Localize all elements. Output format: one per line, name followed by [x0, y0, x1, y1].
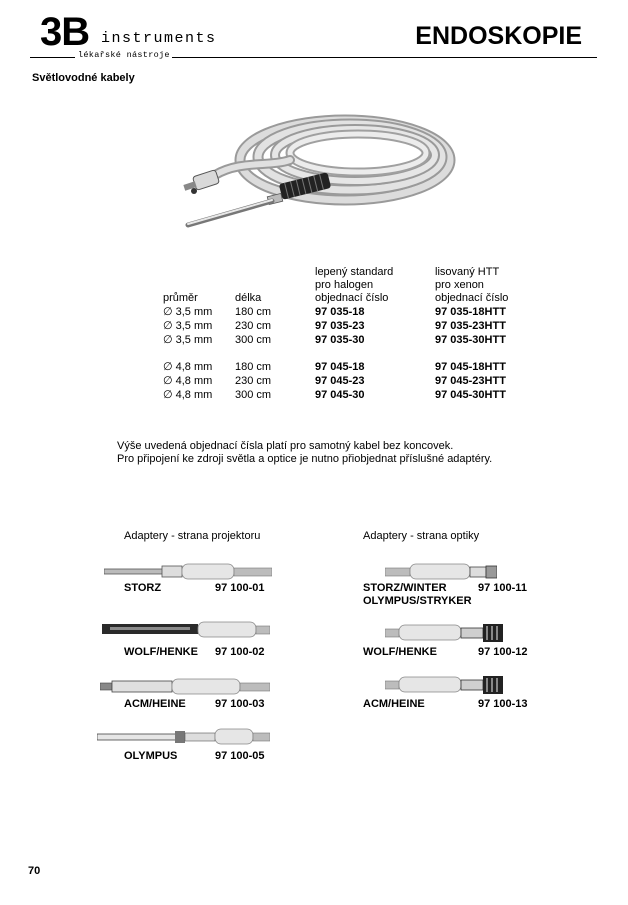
adapter-storz-winter-code: 97 100-11	[478, 582, 527, 594]
row2-htt: 97 035-23HTT	[435, 320, 506, 332]
adapter-wolf-henke-projector-code: 97 100-02	[215, 646, 265, 658]
adapter-olympus-name: OLYMPUS	[124, 750, 178, 762]
row2-length: 230 cm	[235, 320, 272, 332]
row5-std: 97 045-23	[315, 375, 365, 387]
row3-diameter: ∅ 3,5 mm	[163, 334, 213, 346]
section-title: Světlovodné kabely	[32, 72, 135, 84]
col-htt-line3: objednací číslo	[435, 292, 509, 304]
page-number: 70	[28, 865, 41, 877]
adapter-acm-heine-optics-image	[385, 675, 503, 695]
row5-htt: 97 045-23HTT	[435, 375, 506, 387]
logo-subtitle: lékařské nástroje	[78, 50, 170, 60]
row6-htt: 97 045-30HTT	[435, 389, 506, 401]
row2-diameter: ∅ 3,5 mm	[163, 320, 213, 332]
row4-htt: 97 045-18HTT	[435, 361, 506, 373]
row5-diameter: ∅ 4,8 mm	[163, 375, 213, 387]
row6-length: 300 cm	[235, 389, 272, 401]
adapter-storz-winter-name: STORZ/WINTER	[363, 582, 447, 594]
col-htt-line1: lisovaný HTT	[435, 266, 500, 278]
col-htt-line2: pro xenon	[435, 279, 484, 291]
adapter-wolf-henke-projector-image	[102, 621, 270, 639]
adapter-storz-name: STORZ	[124, 582, 162, 594]
adapter-olympus-code: 97 100-05	[215, 750, 265, 762]
header-rule-left	[30, 57, 75, 58]
row4-diameter: ∅ 4,8 mm	[163, 361, 213, 373]
adapter-acm-heine-projector-image	[100, 678, 270, 696]
adapter-wolf-henke-optics-name: WOLF/HENKE	[363, 646, 437, 658]
adapter-acm-heine-optics-code: 97 100-13	[478, 698, 528, 710]
row4-std: 97 045-18	[315, 361, 365, 373]
col-diameter-header: průměr	[163, 292, 198, 304]
header-rule-right	[172, 57, 597, 58]
row1-diameter: ∅ 3,5 mm	[163, 306, 213, 318]
adapter-wolf-henke-projector-name: WOLF/HENKE	[124, 646, 198, 658]
row5-length: 230 cm	[235, 375, 272, 387]
row3-htt: 97 035-30HTT	[435, 334, 506, 346]
adapter-acm-heine-projector-code: 97 100-03	[215, 698, 265, 710]
row6-diameter: ∅ 4,8 mm	[163, 389, 213, 401]
adapter-wolf-henke-optics-code: 97 100-12	[478, 646, 528, 658]
adapter-storz-code: 97 100-01	[215, 582, 265, 594]
col-standard-line2: pro halogen	[315, 279, 374, 291]
row4-length: 180 cm	[235, 361, 272, 373]
note-line-2: Pro připojení ke zdroji světla a optice je nutno přiobjednat příslušné adaptéry.	[117, 453, 493, 465]
adapter-acm-heine-optics-name: ACM/HEINE	[363, 698, 425, 710]
row3-std: 97 035-30	[315, 334, 365, 346]
row6-std: 97 045-30	[315, 389, 365, 401]
projector-adapters-title: Adaptery - strana projektoru	[124, 530, 261, 542]
col-standard-line3: objednací číslo	[315, 292, 389, 304]
note-line-1: Výše uvedená objednací čísla platí pro samotný kabel bez koncovek.	[117, 440, 454, 452]
row1-std: 97 035-18	[315, 306, 365, 318]
row2-std: 97 035-23	[315, 320, 365, 332]
adapter-storz-winter-image	[385, 563, 497, 581]
row1-htt: 97 035-18HTT	[435, 306, 506, 318]
adapter-wolf-henke-optics-image	[385, 623, 503, 643]
row3-length: 300 cm	[235, 334, 272, 346]
adapter-olympus-image	[97, 728, 270, 746]
logo-3b: 3B	[40, 10, 90, 54]
category-title: ENDOSKOPIE	[415, 22, 582, 50]
row1-length: 180 cm	[235, 306, 272, 318]
optics-adapters-title: Adaptery - strana optiky	[363, 530, 480, 542]
light-cable-illustration	[180, 105, 460, 235]
adapter-storz-image	[104, 563, 272, 581]
adapter-acm-heine-projector-name: ACM/HEINE	[124, 698, 186, 710]
logo-wordmark: instruments	[101, 30, 217, 47]
adapter-olympus-stryker-name: OLYMPUS/STRYKER	[363, 595, 472, 607]
col-standard-line1: lepený standard	[315, 266, 394, 278]
col-length-header: délka	[235, 292, 262, 304]
